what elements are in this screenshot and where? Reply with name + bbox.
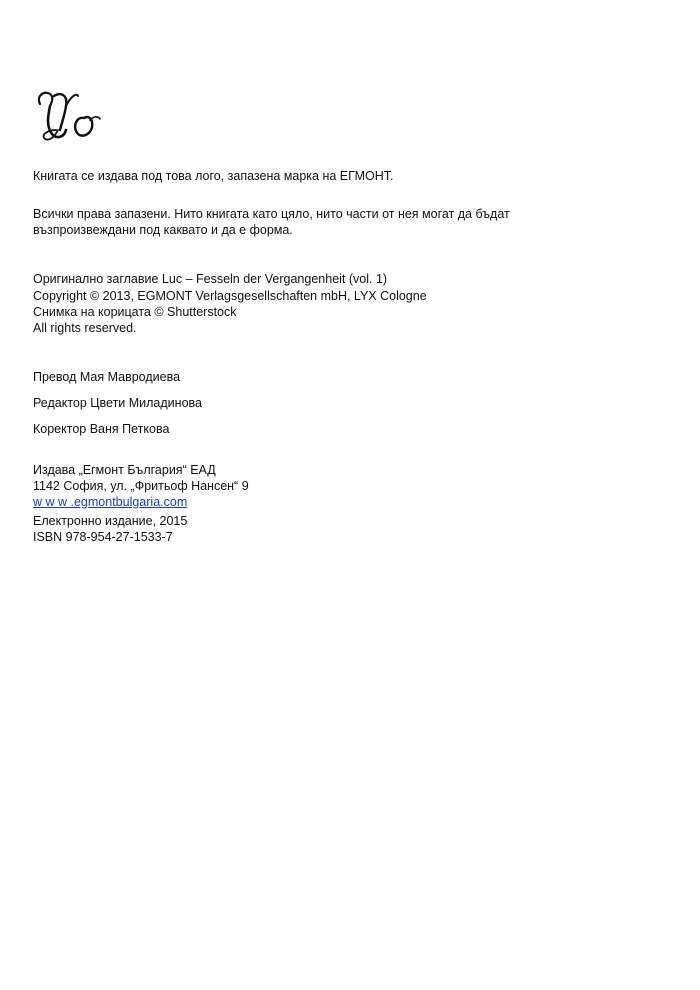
- all-rights-reserved: All rights reserved.: [33, 321, 137, 335]
- trademark-note: Книгата се издава под това лого, запазена марка на ЕГМОНТ.: [33, 169, 394, 183]
- publisher-address: 1142 София, ул. „Фритьоф Нансен“ 9: [33, 479, 249, 493]
- publisher-website-link[interactable]: w w w .egmontbulgaria.com: [33, 495, 188, 509]
- translator-credit: Превод Мая Мавродиева: [33, 370, 181, 384]
- publisher-name: Издава „Егмонт България“ ЕАД: [33, 463, 216, 477]
- editor-credit: Редактор Цвети Миладинова: [33, 396, 202, 410]
- isbn-line: ISBN 978-954-27-1533-7: [33, 530, 173, 544]
- rights-line-2: възпроизвеждани под каквато и да е форма.: [33, 223, 293, 237]
- edition-line: Електронно издание, 2015: [33, 514, 188, 528]
- original-title: Оригинално заглавие Luc – Fesseln der Vergangenheit (vol. 1): [33, 272, 388, 286]
- cover-photo-credit: Снимка на корицата © Shutterstock: [33, 305, 237, 319]
- rights-line-1: Всички права запазени. Нито книгата като цяло, нито части от нея могат да бъдат: [33, 207, 510, 221]
- publisher-monogram-logo: [34, 86, 104, 146]
- proofreader-credit: Коректор Ваня Петкова: [33, 422, 170, 436]
- monogram-icon: [34, 86, 104, 146]
- copyright-line: Copyright © 2013, EGMONT Verlagsgesellschaften mbH, LYX Cologne: [33, 289, 427, 303]
